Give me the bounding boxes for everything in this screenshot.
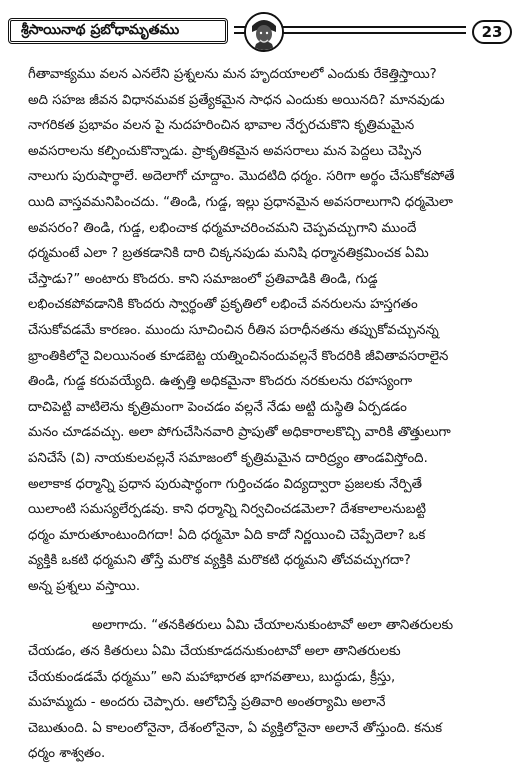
text-line: అవసరం? తిండి, గుడ్డ, లభించాక ధర్మమాచరించమని చెప్పవచ్చుగాని ముందే — [28, 220, 417, 236]
text-line: పనిచేసే (వి) నాయకులవల్లనే సమాజంలో కృత్రిమమైన దారిద్ర్యం తాండవిస్తోంది. — [28, 450, 428, 466]
book-title: శ్రీసాయినాథ ప్రబోధామృతము — [8, 18, 228, 44]
text-line: యిది వాస్తవమనిపించదు. “తిండి, గుడ్డ, ఇల్లు ప్రధానమైన అవసరాలుగాని ధర్మమెలా — [28, 194, 453, 210]
text-line: భ్రాంతికిలోనై విలయినంత కూడబెట్ట యత్నించినందువల్లనే కొందరికి జీవితావసరాలైన — [28, 348, 449, 364]
text-line: చేయకుండడమే ధర్మము” అని మహాభారత భాగవతాలు, బుద్ధుడు, క్రీస్తు, — [28, 669, 396, 685]
text-line: నాగరికత ప్రభావం వలన పై నుదహరించిన భావాల నేర్పరచుకొని కృత్రిమమైన — [28, 118, 415, 134]
text-line: చేస్తాడు?” అంటారు కొందరు. కాని సమాజంలో ప్రతివాడికి తిండి, గుడ్డ — [28, 271, 378, 287]
text-line: మహమ్మదు - అందరు చెప్పారు. ఆలోచిస్తే ప్రతివారి అంతర్యామి అలానే — [28, 695, 386, 711]
text-line: గీతావాక్యము వలన ఎనలేని ప్రశ్నలను మన హృదయాలలో ఎందుకు రేకెత్తిస్తాయి? — [28, 67, 437, 82]
portrait-icon — [246, 14, 282, 50]
text-line: అలాగాదు. “తనకితరులు ఏమి చేయాలనుకుంటావో అలా తానితరులకు — [92, 618, 454, 634]
text-line: చెబుతుంది. ఏ కాలంలోనైనా, దేశంలోనైనా, ఏ వ్యక్తిలోనైనా అలానే తోస్తుంది. కనుక — [28, 720, 443, 736]
text-line: చేయడం, తన కితరులు ఏమి చేయకూడదనుకుంటావో అలా తానితరులకు — [28, 644, 401, 660]
text-line: ధర్మం మారుతూంటుందిగదా! ఏది ధర్మమో ఏది కాదో నిర్ణయించి చెప్పేదెలా? ఒక — [28, 527, 426, 543]
text-line: ధర్మమంటే ఎలా ? బ్రతకడానికి దారి చిక్కనపుడు మనిషి ధర్మానతిక్రమించక ఏమి — [28, 246, 429, 262]
text-line: మనం చూడవచ్చు. అలా పోగుచేసినవారి ప్రాపుతో అధికారాలకొచ్చి వారికి తొత్తులుగా — [28, 425, 451, 441]
text-line: అలాకాక ధర్మాన్ని ప్రధాన పురుషార్థంగా గుర్తించడం విద్యద్వారా ప్రజలకు నేర్పితే — [28, 476, 422, 492]
text-line: తిండి, గుడ్డ కరువయ్యేది. ఉత్పత్తి అధికమైనా కొందరు నరకులను రహస్యంగా — [28, 374, 413, 390]
paragraph-gap — [28, 599, 508, 613]
paragraph-1 — [28, 62, 508, 599]
body-text — [28, 62, 508, 767]
text-line: చేసుకోవడమే కారణం. ముందు సూచించిన రీతిన పరాధీనతను తప్పుకోవచ్చునన్న — [28, 322, 439, 338]
text-line: లభించకపోవడానికి కొందరు స్వార్థంతో ప్రకృతిలో లభించే వనరులను హస్తగతం — [28, 297, 418, 313]
text-line: నాలుగు పురుషార్థాలే. అదెలాగో చూద్దాం. మొదటిది ధర్మం. సరిగా అర్థం చేసుకోకపోతే — [28, 169, 455, 185]
text-line: వ్యక్తికి ఒకటి ధర్మమని తోస్తే మరొక వ్యక్తికి మరొకటి ధర్మమని తోచవచ్చుగదా? — [28, 553, 411, 569]
text-line: అన్న ప్రశ్నలు వస్తాయి. — [28, 578, 141, 594]
portrait-image — [244, 12, 284, 52]
text-line: ధర్మం శాశ్వతం. — [28, 746, 106, 762]
page-header — [8, 16, 512, 54]
page-number: 23 — [472, 20, 512, 44]
paragraph-2 — [28, 613, 508, 767]
text-line: దాచిపెట్టి వాటిలెను కృత్రిమంగా పెంచడం వల్లనే నేడు అట్టి దుస్థితి ఏర్పడడం — [28, 399, 407, 415]
text-line: అవసరాలను కల్పించుకొన్నాడు. ప్రాకృతికమైన అవసరాలు మన పెద్దలు చెప్పిన — [28, 143, 422, 159]
text-line: యిలాంటి సమస్యలేర్పడవు. కాని ధర్మాన్ని నిర్వచించడమెలా? దేశకాలాలనుబట్టి — [28, 502, 427, 518]
text-line: అది సహజ జీవన విధానమవక ప్రత్యేకమైన సాధన ఎందుకు అయినది? మానవుడు — [28, 92, 445, 108]
